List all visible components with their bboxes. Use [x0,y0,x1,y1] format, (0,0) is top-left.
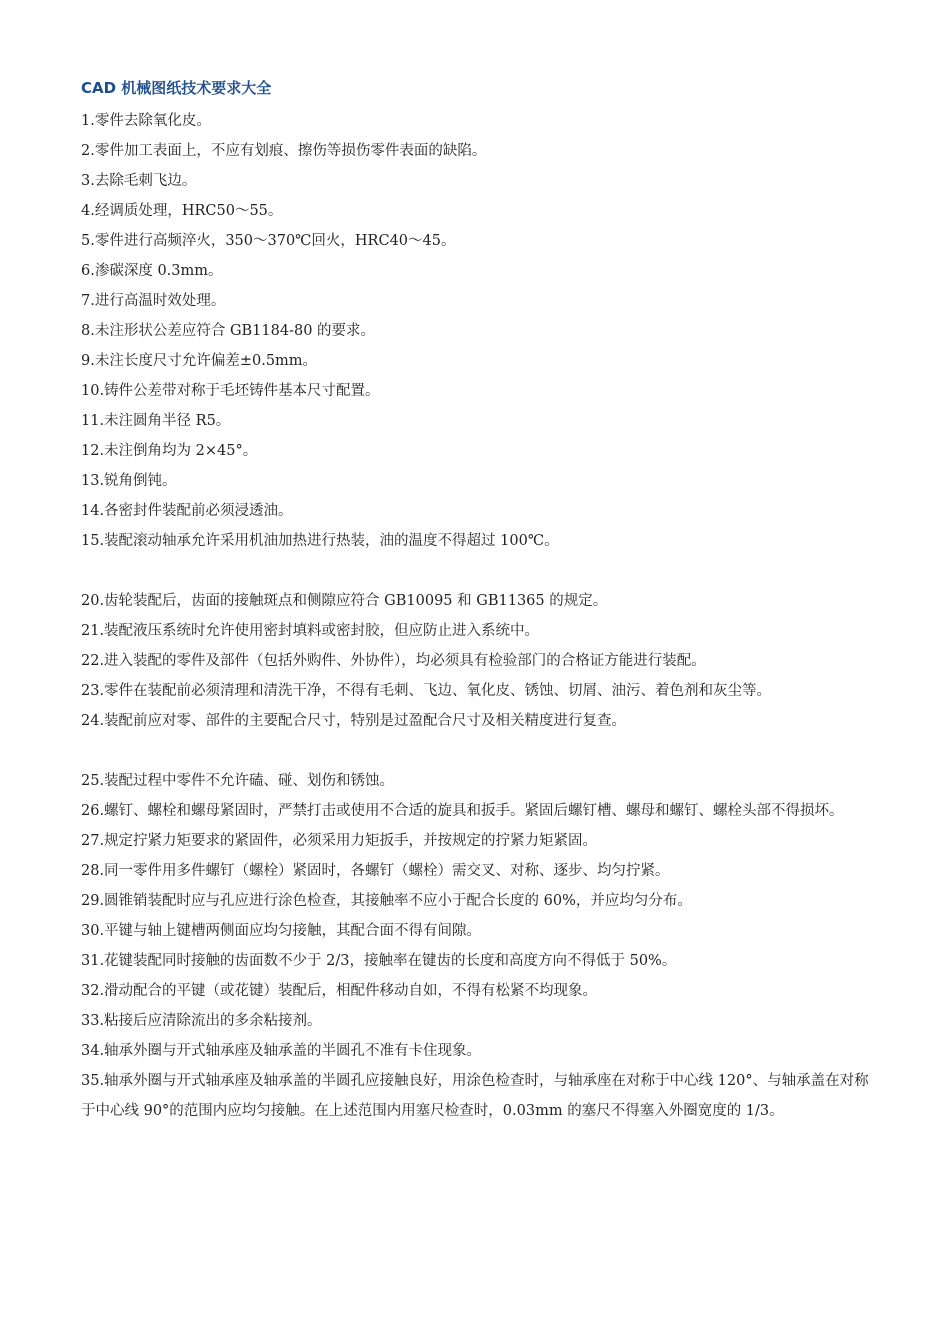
requirement-item: 25.装配过程中零件不允许磕、碰、划伤和锈蚀。 [81,773,395,789]
requirement-item: 32.滑动配合的平键（或花键）装配后，相配件移动自如，不得有松紧不均现象。 [81,983,598,999]
requirement-item: 3.去除毛刺飞边。 [81,173,197,189]
paragraph-spacer [81,736,871,766]
requirement-item: 7.进行高温时效处理。 [81,293,226,309]
requirement-item: 27.规定拧紧力矩要求的紧固件，必须采用力矩扳手，并按规定的拧紧力矩紧固。 [81,833,598,849]
requirement-item: 23.零件在装配前必须清理和清洗干净，不得有毛刺、飞边、氧化皮、锈蚀、切屑、油污、着色剂和灰尘等。 [81,683,772,699]
requirements-group-3 [81,766,871,1126]
requirement-item: 4.经调质处理，HRC50～55。 [81,203,283,219]
requirement-item: 28.同一零件用多件螺钉（螺栓）紧固时，各螺钉（螺栓）需交叉、对称、逐步、均匀拧紧。 [81,863,670,879]
requirement-item: 24.装配前应对零、部件的主要配合尺寸，特别是过盈配合尺寸及相关精度进行复查。 [81,713,627,729]
requirement-item: 6.渗碳深度 0.3mm。 [81,263,223,279]
requirement-item: 20.齿轮装配后，齿面的接触斑点和侧隙应符合 GB10095 和 GB11365 的规定。 [81,593,608,609]
requirement-item: 35.轴承外圈与开式轴承座及轴承盖的半圆孔应接触良好，用涂色检查时，与轴承座在对称于中心线 120°、与轴承盖在对称于中心线 90°的范围内应均匀接触。在上述范围内用塞尺检查时，0.03mm 的塞尺不得塞入外圈宽度的 1/3。 [81,1073,869,1119]
requirement-item: 9.未注长度尺寸允许偏差±0.5mm。 [81,353,318,369]
requirement-item: 30.平键与轴上键槽两侧面应均匀接触，其配合面不得有间隙。 [81,923,482,939]
paragraph-spacer [81,556,871,586]
requirement-item: 15.装配滚动轴承允许采用机油加热进行热装，油的温度不得超过 100℃。 [81,533,559,549]
requirement-item: 14.各密封件装配前必须浸透油。 [81,503,293,519]
requirement-item: 8.未注形状公差应符合 GB1184-80 的要求。 [81,323,376,339]
requirement-item: 29.圆锥销装配时应与孔应进行涂色检查，其接触率不应小于配合长度的 60%，并应均匀分布。 [81,893,692,909]
requirement-item: 11.未注圆角半径 R5。 [81,413,231,429]
document-title: CAD 机械图纸技术要求大全 [81,79,272,97]
requirement-item: 22.进入装配的零件及部件（包括外购件、外协件），均必须具有检验部门的合格证方能进行装配。 [81,653,706,669]
requirement-item: 31.花键装配同时接触的齿面数不少于 2/3，接触率在键齿的长度和高度方向不得低于 50%。 [81,953,677,969]
requirement-item: 26.螺钉、螺栓和螺母紧固时，严禁打击或使用不合适的旋具和扳手。紧固后螺钉槽、螺母和螺钉、螺栓头部不得损坏。 [81,803,844,819]
requirement-item: 5.零件进行高频淬火，350～370℃回火，HRC40～45。 [81,233,456,249]
requirement-item: 13.锐角倒钝。 [81,473,177,489]
document-page [81,76,871,1126]
requirement-item: 12.未注倒角均为 2×45°。 [81,443,258,459]
requirement-item: 33.粘接后应清除流出的多余粘接剂。 [81,1013,322,1029]
requirements-group-1 [81,106,871,556]
requirements-group-2 [81,586,871,736]
requirement-item: 1.零件去除氧化皮。 [81,113,211,129]
requirement-item: 10.铸件公差带对称于毛坯铸件基本尺寸配置。 [81,383,380,399]
requirement-item: 2.零件加工表面上，不应有划痕、擦伤等损伤零件表面的缺陷。 [81,143,487,159]
requirement-item: 34.轴承外圈与开式轴承座及轴承盖的半圆孔不准有卡住现象。 [81,1043,482,1059]
requirement-item: 21.装配液压系统时允许使用密封填料或密封胶，但应防止进入系统中。 [81,623,540,639]
